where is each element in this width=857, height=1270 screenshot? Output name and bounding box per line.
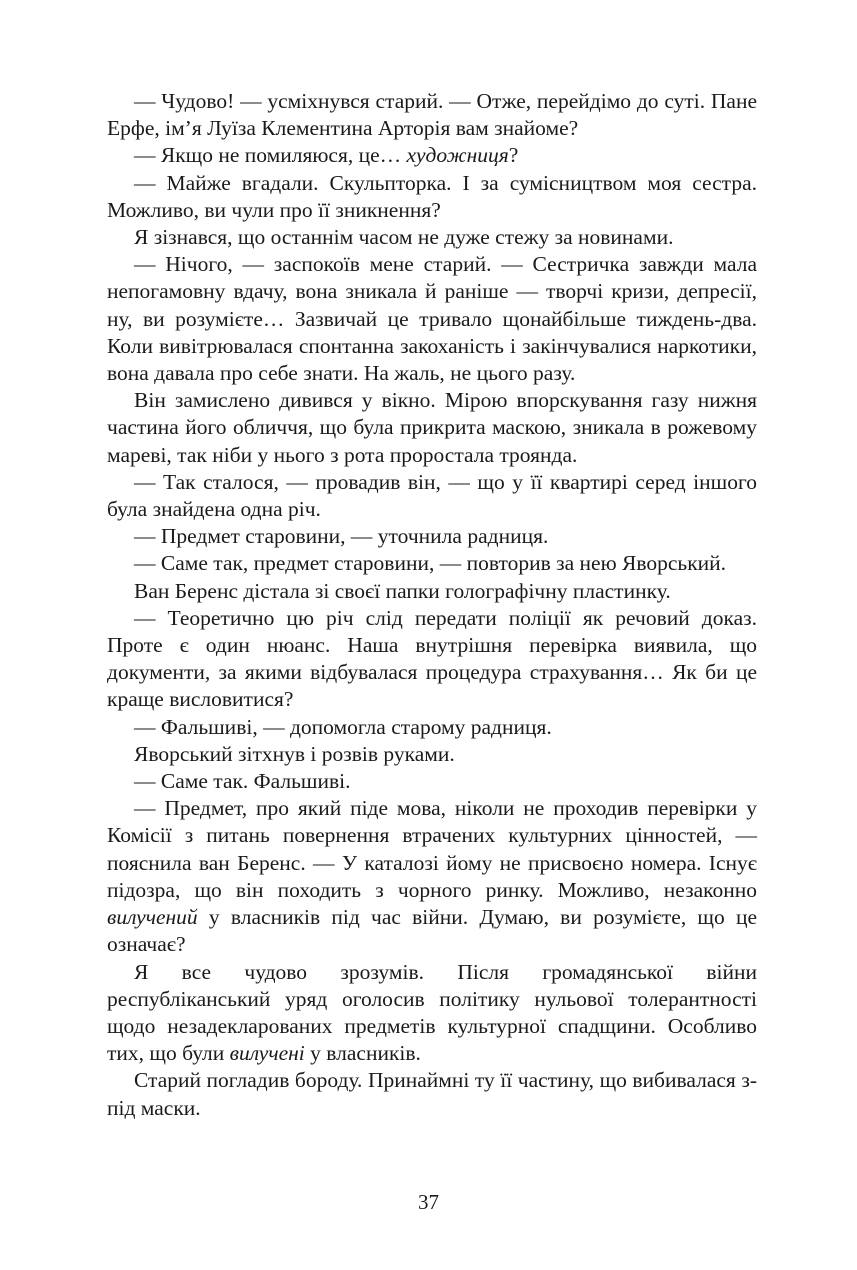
emphasized-text: вилучені	[229, 1041, 305, 1066]
text-run: — Предмет старовини, — уточнила радниця.	[134, 524, 549, 549]
paragraph	[107, 523, 757, 550]
text-run: — Чудово! — усміхнувся старий. — Отже, перейдімо до суті. Пане Ерфе, ім’я Луїза Клементина Арторія вам знайоме?	[107, 89, 757, 141]
text-run: — Предмет, про який піде мова, ніколи не проходив перевірки у Комісії з питань повернення втрачених культурних цінностей, — пояснила ван Беренс. — У каталозі йому не присвоєно номера. Існує підозра, що він походить з чорного ринку. Можливо, незаконно	[107, 796, 757, 902]
paragraph	[107, 714, 757, 741]
paragraph	[107, 741, 757, 768]
text-run: Я зізнався, що останнім часом не дуже стежу за новинами.	[134, 225, 674, 250]
page-text	[107, 88, 757, 1122]
page-number: 37	[418, 1190, 439, 1214]
text-run: ?	[508, 143, 519, 168]
paragraph	[107, 768, 757, 795]
paragraph	[107, 142, 757, 169]
text-run: — Теоретично цю річ слід передати поліції як речовий доказ. Проте є один нюанс. Наша внутрішня перевірка виявила, що документи, за якими відбувалася процедура страхування… Як би це краще висловитися?	[107, 605, 757, 712]
paragraph	[107, 795, 757, 958]
text-run: — Майже вгадали. Скульпторка. І за сумісництвом моя сестра. Можливо, ви чули про її зникнення?	[107, 170, 757, 222]
paragraph	[107, 550, 757, 577]
text-run: — Якщо не помиляюся, це…	[134, 143, 407, 168]
text-run: — Саме так, предмет старовини, — повторив за нею Яворський.	[134, 551, 727, 576]
text-run: — Так сталося, — провадив він, — що у її квартирі серед іншого була знайдена одна річ.	[107, 469, 757, 522]
paragraph	[107, 88, 757, 142]
paragraph	[107, 224, 757, 251]
paragraph	[107, 387, 757, 469]
text-run: — Фальшиві, — допомогла старому радниця.	[134, 714, 552, 739]
text-run: у власників.	[304, 1041, 421, 1066]
text-run: Я все чудово зрозумів. Після громадянської війни республіканський уряд оголосив політику нульової толерантності щодо незадекларованих предметів культурної спадщини. Особливо тих, що були	[107, 959, 757, 1066]
text-run: Він замислено дивився у вікно. Мірою впорскування газу нижня частина його обличчя, що була прикрита маскою, зникала в рожевому мареві, так ніби у нього з рота проростала троянда.	[107, 388, 757, 467]
paragraph	[107, 959, 757, 1068]
paragraph	[107, 605, 757, 714]
text-run: Старий погладив бороду. Принаймні ту її частину, що вибивалася з-під маски.	[107, 1068, 757, 1120]
text-run: — Саме так. Фальшиві.	[134, 769, 351, 794]
text-run: Ван Беренс дістала зі своєї папки голографічну пластинку.	[134, 578, 671, 603]
paragraph	[107, 578, 757, 605]
paragraph	[107, 469, 757, 523]
text-run: — Нічого, — заспокоїв мене старий. — Сестричка завжди мала непогамовну вдачу, вона зникала й раніше — творчі кризи, депресії, ну, ви розумієте… Зазвичай це тривало щонайбільше тиждень-два. Коли вивітрювалася спонтанна закоханість і закінчувалися наркотики, вона давала про себе знати. На жаль, не цього разу.	[107, 252, 757, 386]
emphasized-text: вилучений	[107, 905, 198, 930]
text-run: Яворський зітхнув і розвів руками.	[134, 741, 455, 766]
text-run: у власників під час війни. Думаю, ви розумієте, що це означає?	[107, 905, 757, 957]
paragraph	[107, 170, 757, 224]
paragraph	[107, 1067, 757, 1121]
paragraph	[107, 251, 757, 387]
emphasized-text: художниця	[406, 143, 509, 168]
